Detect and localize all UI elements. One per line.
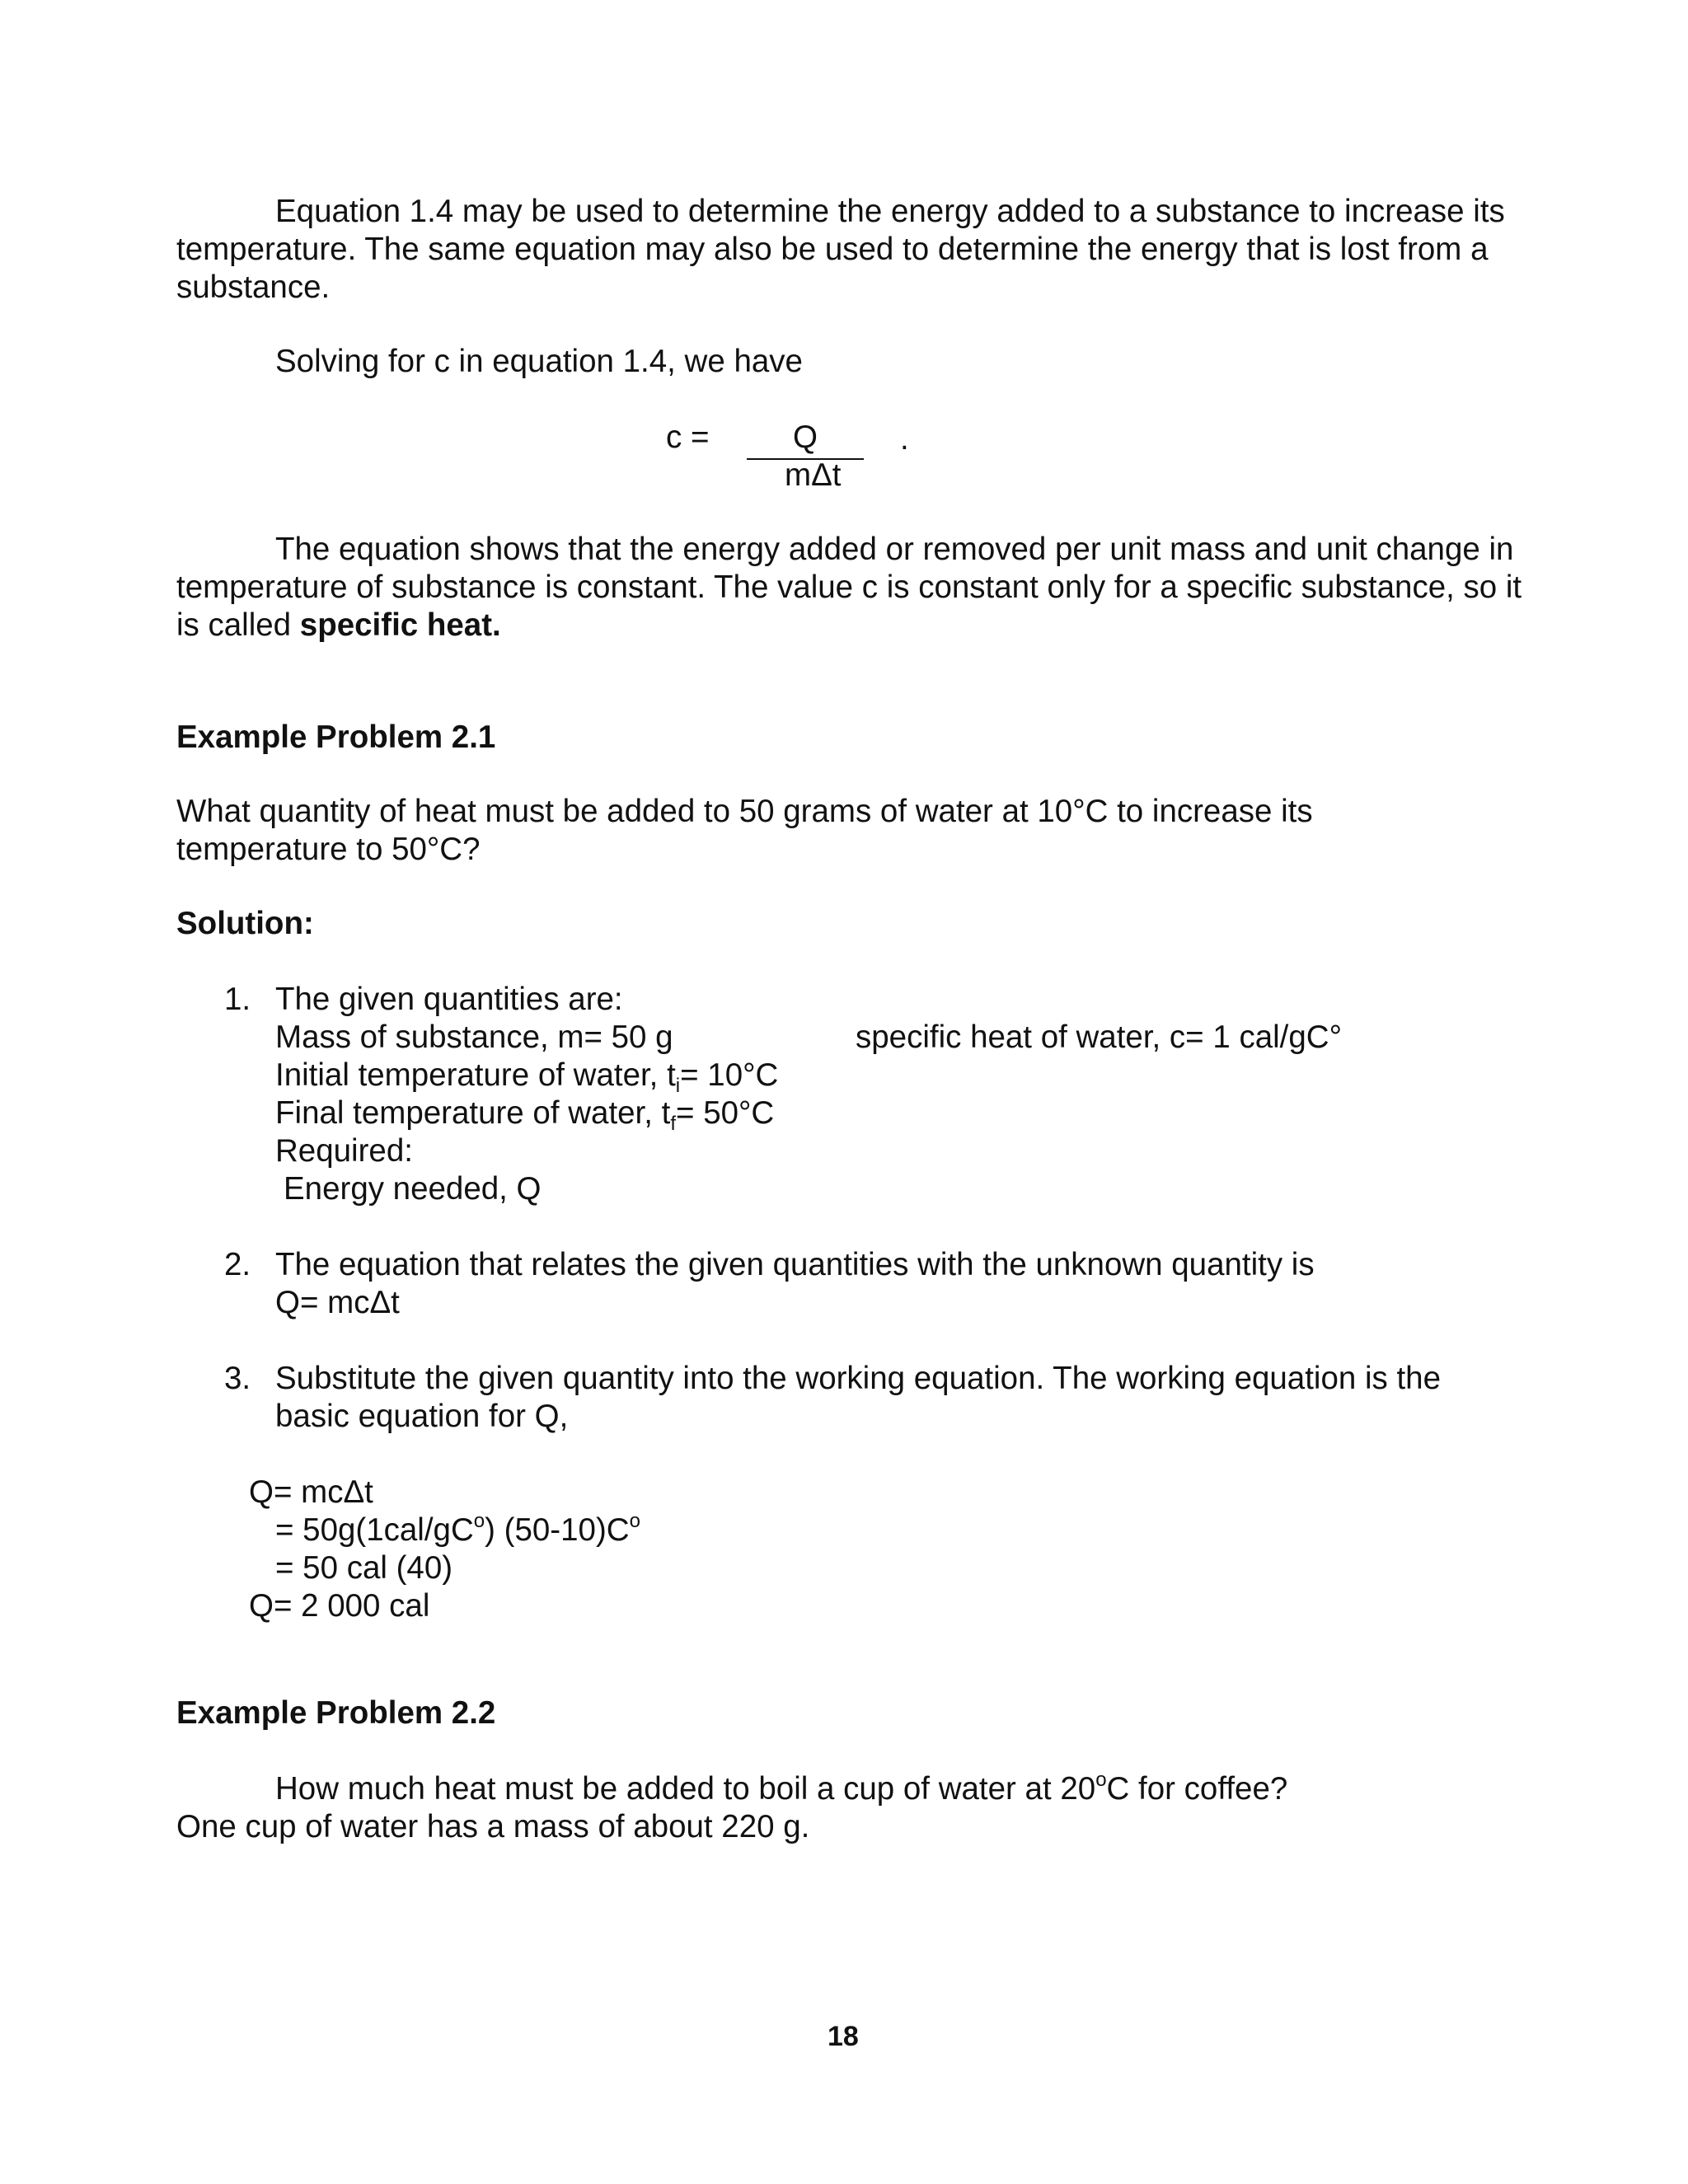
step-3-number: 3. [224,1361,251,1396]
work-line-2-part-a: = 50g(1cal/gC [275,1512,474,1548]
example-2-2-line1-part-a: How much heat must be added to boil a cup of water at 20 [275,1771,1096,1807]
given-final-temperature [275,1094,775,1135]
step-3-line2: basic equation for Q, [275,1399,569,1434]
example-2-2-line1-part-b: C for coffee? [1106,1771,1288,1807]
final-temp-value: = 50°C [676,1095,775,1131]
example-2-1-question-line1: What quantity of heat must be added to 50 grams of water at 10°C to increase its [176,794,1313,829]
example-2-2-heading: Example Problem 2.2 [176,1695,496,1731]
solving-for-c-text: Solving for c in equation 1.4, we have [275,344,803,379]
step-1-number: 1. [224,982,251,1017]
given-initial-temperature [275,1057,779,1097]
step-2-line1: The equation that relates the given quantities with the unknown quantity is [275,1247,1315,1282]
final-temp-subscript: f [670,1113,677,1135]
formula-numerator: Q [793,419,818,455]
example-2-2-line2: One cup of water has a mass of about 220 g. [176,1809,810,1844]
required-label: Required: [275,1133,413,1169]
initial-temp-prefix: Initial temperature of water, t [275,1057,676,1093]
solution-heading: Solution: [176,906,314,941]
degree-superscript: o [629,1510,640,1532]
formula-denominator: mΔt [785,457,842,493]
intro-paragraph-text: Equation 1.4 may be used to determine the energy added to a substance to increase its temperature. The same equation may also be used to determine the energy that is lost from a substance. [176,194,1505,305]
work-line-3: = 50 cal (40) [275,1550,453,1586]
specific-heat-term: specific heat. [299,607,501,643]
step-2-number: 2. [224,1247,251,1282]
formula-period: . [900,421,909,457]
work-result: Q= 2 000 cal [249,1588,430,1624]
specific-heat-paragraph [176,531,1528,644]
work-line-2 [275,1511,640,1549]
step-2-equation: Q= mcΔt [275,1285,400,1320]
example-2-2-line1 [275,1770,1287,1808]
degree-superscript: o [473,1510,485,1532]
step-3-line1: Substitute the given quantity into the working equation. The working equation is the [275,1361,1442,1396]
final-temp-prefix: Final temperature of water, t [275,1095,671,1131]
step-1-intro: The given quantities are: [275,982,623,1017]
specific-heat-paragraph-text: The equation shows that the energy added or removed per unit mass and unit change in temperature of substance is constant. The value c is constant only for a specific substance, so it is called [176,532,1522,643]
degree-superscript: o [1095,1769,1107,1791]
work-line-1: Q= mcΔt [249,1474,373,1510]
example-2-1-heading: Example Problem 2.1 [176,719,496,755]
page-number: 18 [828,2021,859,2052]
initial-temp-subscript: i [675,1075,681,1097]
intro-paragraph [176,193,1528,307]
initial-temp-value: = 10°C [680,1057,779,1093]
required-energy: Energy needed, Q [284,1171,542,1207]
work-line-2-part-b: ) (50-10)C [485,1512,630,1548]
given-mass: Mass of substance, m= 50 g [275,1019,673,1055]
example-2-1-question-line2: temperature to 50°C? [176,832,481,867]
given-specific-heat: specific heat of water, c= 1 cal/gC° [856,1019,1342,1055]
formula-lhs: c = [666,419,710,455]
